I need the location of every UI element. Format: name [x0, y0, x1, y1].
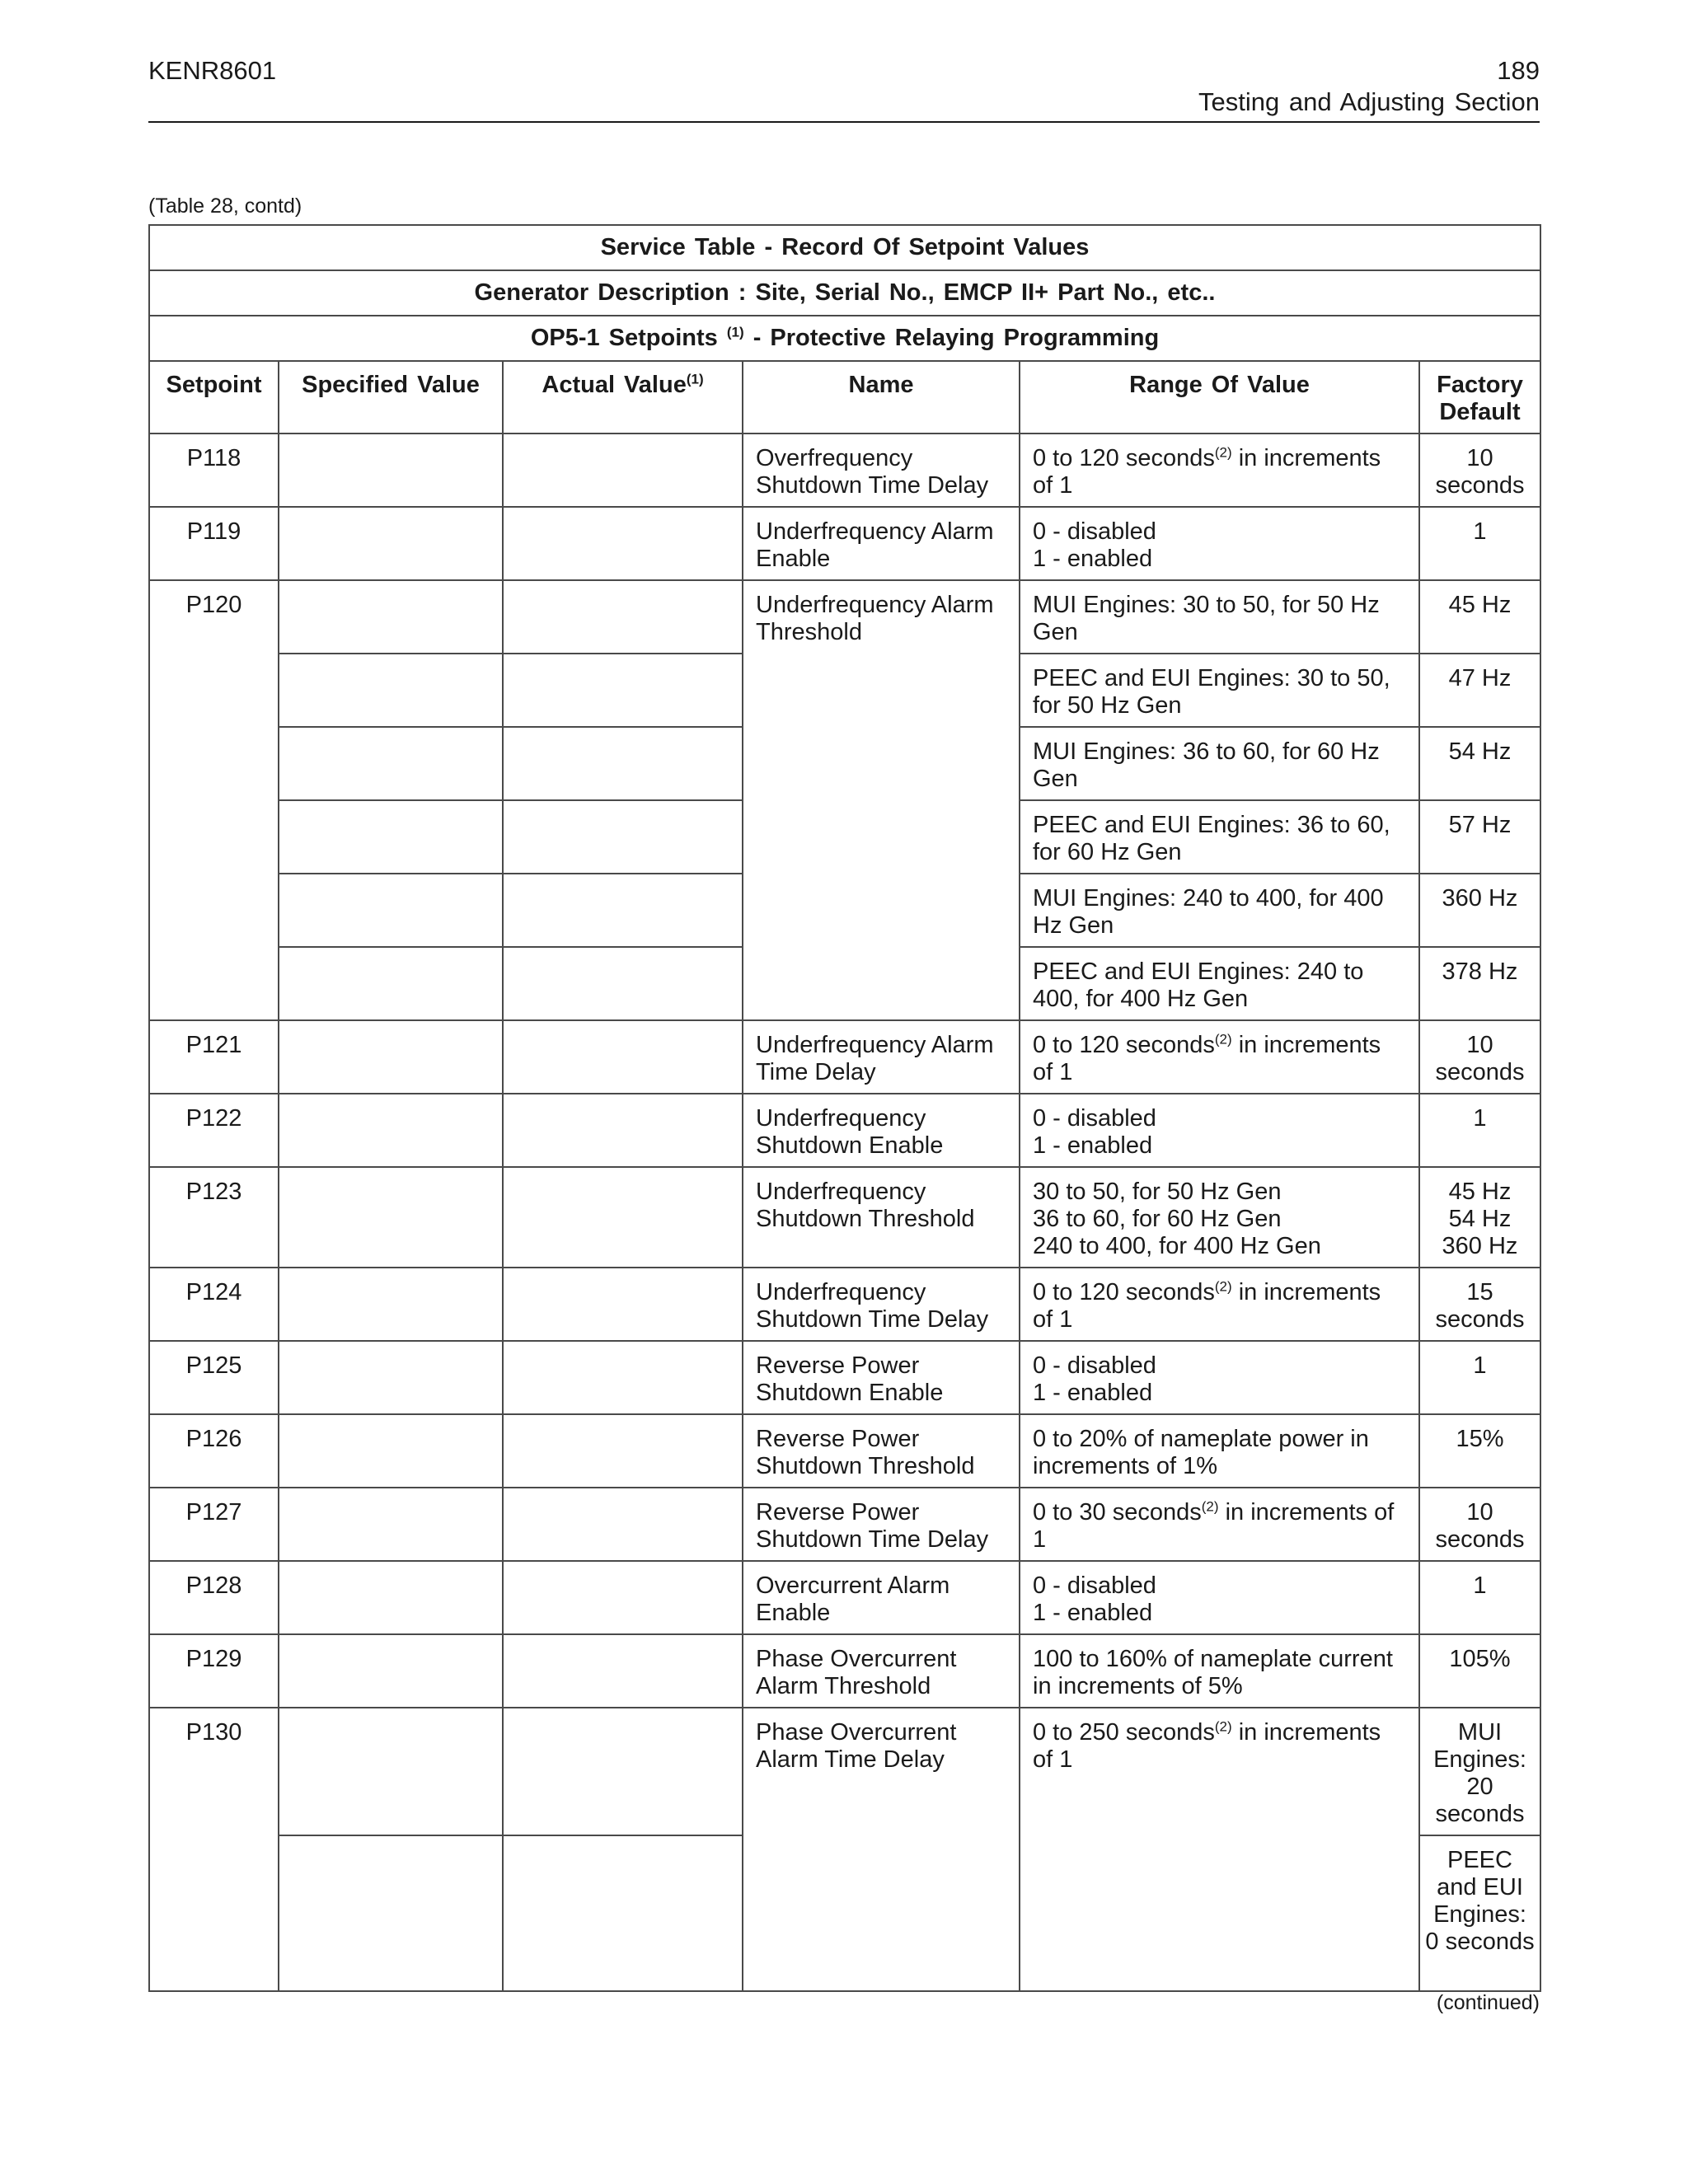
table-row — [149, 1414, 1540, 1488]
actual-value-cell — [503, 1414, 743, 1488]
setpoint-cell: P124 — [149, 1268, 279, 1341]
specified-value-cell — [279, 1094, 503, 1167]
actual-value-cell — [503, 1020, 743, 1094]
name-cell: Underfrequency Shutdown Threshold — [743, 1167, 1020, 1268]
column-header-setpoint: Setpoint — [149, 361, 279, 434]
actual-value-cell — [503, 1634, 743, 1708]
default-cell: 1 — [1419, 507, 1540, 580]
table-row — [149, 1708, 1540, 1835]
setpoint-cell: P118 — [149, 434, 279, 507]
actual-value-cell — [503, 580, 743, 654]
default-cell: 54 Hz — [1419, 727, 1540, 800]
specified-value-cell — [279, 947, 503, 1020]
name-cell: Underfrequency Alarm Threshold — [743, 580, 1020, 1020]
range-cell: 0 to 30 seconds$^{(2)}$ in increments of 1 — [1020, 1488, 1419, 1561]
range-cell: PEEC and EUI Engines: 30 to 50, for 50 Hz Gen — [1020, 654, 1419, 727]
actual-value-cell — [503, 1835, 743, 1991]
table-row — [149, 1167, 1540, 1268]
default-cell: 45 Hz 54 Hz 360 Hz — [1419, 1167, 1540, 1268]
default-cell: 57 Hz — [1419, 800, 1540, 874]
setpoint-cell: P130 — [149, 1708, 279, 1991]
name-cell: Underfrequency Alarm Enable — [743, 507, 1020, 580]
range-cell: 30 to 50, for 50 Hz Gen 36 to 60, for 60 Hz Gen 240 to 400, for 400 Hz Gen — [1020, 1167, 1419, 1268]
range-cell: 0 to 120 seconds$^{(2)}$ in increments of 1 — [1020, 1268, 1419, 1341]
table-row — [149, 1268, 1540, 1341]
column-header-specified-value: Specified Value — [279, 361, 503, 434]
actual-value-cell — [503, 1488, 743, 1561]
range-cell: PEEC and EUI Engines: 240 to 400, for 400 Hz Gen — [1020, 947, 1419, 1020]
range-cell: 0 to 120 seconds$^{(2)}$ in increments of 1 — [1020, 1020, 1419, 1094]
section-title: Testing and Adjusting Section — [1198, 87, 1540, 116]
table-row — [149, 580, 1540, 654]
column-header-name: Name — [743, 361, 1020, 434]
specified-value-cell — [279, 727, 503, 800]
range-cell: 0 to 250 seconds$^{(2)}$ in increments of 1 — [1020, 1708, 1419, 1991]
specified-value-cell — [279, 654, 503, 727]
table-row — [149, 1634, 1540, 1708]
specified-value-cell — [279, 1020, 503, 1094]
actual-value-cell — [503, 1708, 743, 1835]
page-number: 189 — [1497, 56, 1540, 85]
actual-value-cell — [503, 434, 743, 507]
table-row — [149, 1561, 1540, 1634]
range-cell: PEEC and EUI Engines: 36 to 60, for 60 Hz Gen — [1020, 800, 1419, 874]
specified-value-cell — [279, 1634, 503, 1708]
setpoint-cell: P126 — [149, 1414, 279, 1488]
actual-value-cell — [503, 947, 743, 1020]
range-cell: 0 - disabled 1 - enabled — [1020, 1094, 1419, 1167]
table-row — [149, 1488, 1540, 1561]
table-row — [149, 434, 1540, 507]
specified-value-cell — [279, 434, 503, 507]
default-cell: 378 Hz — [1419, 947, 1540, 1020]
actual-value-cell — [503, 654, 743, 727]
range-cell: 0 - disabled 1 - enabled — [1020, 1561, 1419, 1634]
default-cell: PEEC and EUI Engines: 0 seconds — [1419, 1835, 1540, 1991]
continued-note: (continued) — [1436, 1991, 1540, 2014]
specified-value-cell — [279, 1414, 503, 1488]
name-cell: Reverse Power Shutdown Time Delay — [743, 1488, 1020, 1561]
default-cell: 1 — [1419, 1094, 1540, 1167]
specified-value-cell — [279, 800, 503, 874]
name-cell: Underfrequency Shutdown Enable — [743, 1094, 1020, 1167]
table-continuation-note: (Table 28, contd) — [148, 194, 302, 218]
setpoint-cell: P127 — [149, 1488, 279, 1561]
name-cell: Reverse Power Shutdown Enable — [743, 1341, 1020, 1414]
default-cell: 1 — [1419, 1561, 1540, 1634]
specified-value-cell — [279, 1708, 503, 1835]
table-row — [149, 1341, 1540, 1414]
name-cell: Reverse Power Shutdown Threshold — [743, 1414, 1020, 1488]
default-cell: 47 Hz — [1419, 654, 1540, 727]
actual-value-cell — [503, 800, 743, 874]
default-cell: MUI Engines: 20 seconds — [1419, 1708, 1540, 1835]
specified-value-cell — [279, 1341, 503, 1414]
document-id: KENR8601 — [148, 56, 277, 85]
name-cell: Phase Overcurrent Alarm Time Delay — [743, 1708, 1020, 1991]
table-row — [149, 1020, 1540, 1094]
actual-value-cell — [503, 1341, 743, 1414]
specified-value-cell — [279, 1488, 503, 1561]
range-cell: 100 to 160% of nameplate current in increments of 5% — [1020, 1634, 1419, 1708]
name-cell: Overcurrent Alarm Enable — [743, 1561, 1020, 1634]
range-cell: 0 - disabled 1 - enabled — [1020, 507, 1419, 580]
column-header-actual-value: Actual Value$^{(1)}$ — [503, 361, 743, 434]
range-cell: MUI Engines: 30 to 50, for 50 Hz Gen — [1020, 580, 1419, 654]
setpoint-cell: P122 — [149, 1094, 279, 1167]
default-cell: 10 seconds — [1419, 1020, 1540, 1094]
default-cell: 10 seconds — [1419, 1488, 1540, 1561]
table-row — [149, 1094, 1540, 1167]
actual-value-cell — [503, 1094, 743, 1167]
header-rule — [148, 121, 1540, 123]
default-cell: 360 Hz — [1419, 874, 1540, 947]
specified-value-cell — [279, 1268, 503, 1341]
setpoint-cell: P120 — [149, 580, 279, 1020]
default-cell: 45 Hz — [1419, 580, 1540, 654]
specified-value-cell — [279, 1167, 503, 1268]
range-cell: 0 to 120 seconds$^{(2)}$ in increments of 1 — [1020, 434, 1419, 507]
table-subtitle: Generator Description : Site, Serial No., EMCP II+ Part No., etc.. — [149, 270, 1540, 316]
default-cell: 1 — [1419, 1341, 1540, 1414]
setpoint-cell: P129 — [149, 1634, 279, 1708]
table-group-title: OP5-1 Setpoints $^{(1)}$ - Protective Relaying Programming — [149, 316, 1540, 361]
setpoint-cell: P119 — [149, 507, 279, 580]
actual-value-cell — [503, 874, 743, 947]
actual-value-cell — [503, 1268, 743, 1341]
setpoint-cell: P121 — [149, 1020, 279, 1094]
column-header-range: Range Of Value — [1020, 361, 1419, 434]
specified-value-cell — [279, 1561, 503, 1634]
actual-value-cell — [503, 1561, 743, 1634]
specified-value-cell — [279, 874, 503, 947]
range-cell: MUI Engines: 240 to 400, for 400 Hz Gen — [1020, 874, 1419, 947]
default-cell: 15 seconds — [1419, 1268, 1540, 1341]
table-title: Service Table - Record Of Setpoint Values — [149, 225, 1540, 270]
actual-value-cell — [503, 1167, 743, 1268]
actual-value-cell — [503, 727, 743, 800]
actual-value-cell — [503, 507, 743, 580]
column-header-factory-default: Factory Default — [1419, 361, 1540, 434]
default-cell: 105% — [1419, 1634, 1540, 1708]
range-cell: MUI Engines: 36 to 60, for 60 Hz Gen — [1020, 727, 1419, 800]
range-cell: 0 to 20% of nameplate power in increments of 1% — [1020, 1414, 1419, 1488]
name-cell: Phase Overcurrent Alarm Threshold — [743, 1634, 1020, 1708]
name-cell: Underfrequency Shutdown Time Delay — [743, 1268, 1020, 1341]
name-cell: Underfrequency Alarm Time Delay — [743, 1020, 1020, 1094]
table-row — [149, 507, 1540, 580]
specified-value-cell — [279, 507, 503, 580]
setpoint-service-table — [148, 224, 1541, 1992]
specified-value-cell — [279, 1835, 503, 1991]
default-cell: 15% — [1419, 1414, 1540, 1488]
range-cell: 0 - disabled 1 - enabled — [1020, 1341, 1419, 1414]
setpoint-cell: P123 — [149, 1167, 279, 1268]
default-cell: 10 seconds — [1419, 434, 1540, 507]
name-cell: Overfrequency Shutdown Time Delay — [743, 434, 1020, 507]
setpoint-cell: P125 — [149, 1341, 279, 1414]
setpoint-cell: P128 — [149, 1561, 279, 1634]
specified-value-cell — [279, 580, 503, 654]
